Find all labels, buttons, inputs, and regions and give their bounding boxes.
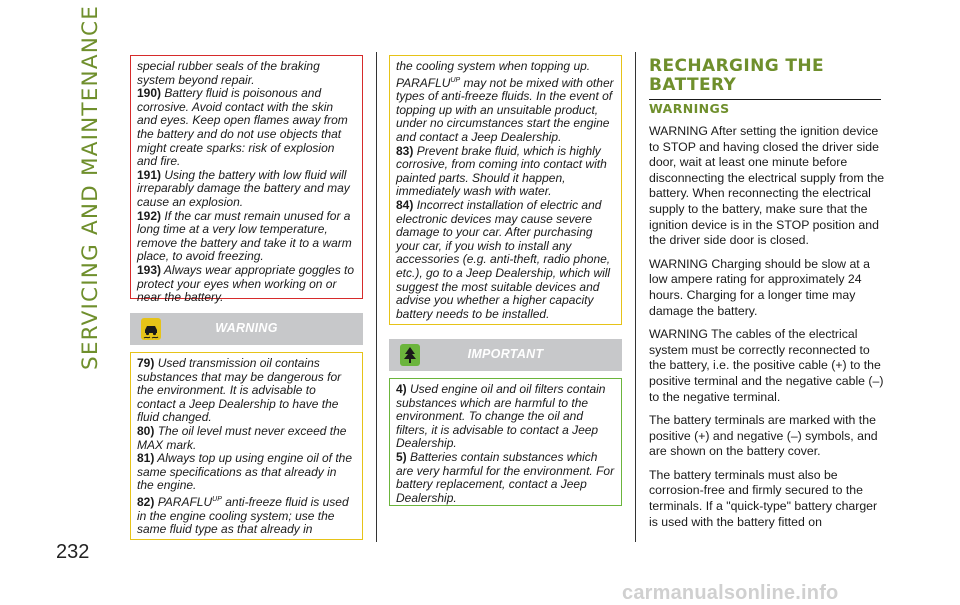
note-item: special rubber seals of the braking system beyond repair.: [137, 59, 320, 87]
paragraph: The battery terminals are marked with the positive (+) and negative (–) symbols, and are shown on the battery cover.: [649, 413, 878, 459]
paragraph: The battery terminals must also be corrosion-free and firmly secured to the terminals. If a "quick-type" battery charger is used with the battery fitted on: [649, 467, 878, 529]
watermark-text: carmanualsonline.info: [622, 582, 839, 604]
important-label: IMPORTANT: [467, 347, 544, 361]
note-item: 79) Used transmission oil contains substances that may be dangerous for the environment. It is advisable to contact a Jeep Dealership to have the fluid changed.: [137, 356, 342, 425]
paragraph: WARNING The cables of the electrical system must be correctly reconnected to the battery, i.e. the positive cable (+) to the positive terminal and the negative cable (–) to the negative terminal.: [649, 327, 884, 404]
note-item: 81) Always top up using engine oil of the same specifications as that already in the engine.: [137, 451, 353, 493]
note-item: 192) If the car must remain unused for a long time at a very low temperature, remove the battery and take it to a warm place, to avoid freezing.: [137, 208, 352, 264]
section-heading: RECHARGING THE BATTERY: [649, 57, 881, 100]
yellow-warning-box: [130, 352, 363, 540]
column-divider: [635, 52, 636, 542]
yellow-warning-box-continued: [389, 55, 622, 325]
note-item: 190) Battery fluid is poisonous and corrosive. Avoid contact with the skin and eyes. Keep open flames away from the battery and do not use objects that might create sparks: risk of explosion and fire.: [137, 86, 348, 169]
red-warning-box: [130, 55, 363, 305]
note-item: 80) The oil level must never exceed the MAX mark.: [137, 423, 347, 452]
sub-heading: WARNINGS: [649, 101, 730, 116]
note-item: 5) Batteries contain substances which are very harmful for the environment. For battery replacement, contact a Jeep Dealership.: [396, 449, 615, 505]
note-item: 191) Using the battery with low fluid will irreparably damage the battery and may cause an explosion.: [137, 167, 350, 209]
note-item: 83) Prevent brake fluid, which is highly corrosive, from coming into contact with painted parts. Should it happen, immediately wash with water.: [396, 143, 607, 199]
page-number: 232: [56, 541, 90, 563]
warning-band: [130, 313, 363, 345]
note-item: 193) Always wear appropriate goggles to protect your eyes when working on or near the battery.: [137, 262, 355, 305]
green-important-box: [389, 378, 622, 506]
important-band: [389, 339, 622, 371]
paragraph: WARNING Charging should be slow at a low ampere rating for approximately 24 hours. Charging for a longer time may damage the battery.: [649, 256, 870, 318]
note-item: 84) Incorrect installation of electric and electronic devices may cause severe damage to your car. After purchasing your car, if you wish to install any accessories (e.g. anti-theft, radio phone, etc.), go to a Jeep Dealership, which will suggest the most suitable devices and advise you whether a higher capacity battery needs to be installed.: [396, 197, 611, 321]
note-item: 82) $PARAFLU^{UP}$ anti-freeze fluid is used in the engine cooling system; use the same fluid type as that already in: [137, 494, 349, 537]
paragraph: WARNING After setting the ignition device to STOP and having closed the driver side door, wait at least one minute before disconnecting the electrical supply from the battery. When reconnecting the electrical supply to the battery, make sure that the ignition device is in the STOP position and the driver side door is closed.: [649, 124, 885, 248]
warning-label: WARNING: [215, 321, 278, 335]
side-section-title: SERVICING AND MAINTENANCE: [78, 4, 103, 370]
note-item: 4) Used engine oil and oil filters contain substances which are harmful to the environment. To change the oil and filters, it is advisable to contact a Jeep Dealership.: [396, 382, 606, 451]
note-item: the cooling system when topping up. $PARAFLU^{UP}$ may not be mixed with other types of anti-freeze fluids. In the event of topping up with an unsuitable product, under no circumstances start the engine and contact a Jeep Dealership.: [396, 59, 614, 144]
body-text: [649, 124, 889, 538]
column-divider: [376, 52, 377, 542]
